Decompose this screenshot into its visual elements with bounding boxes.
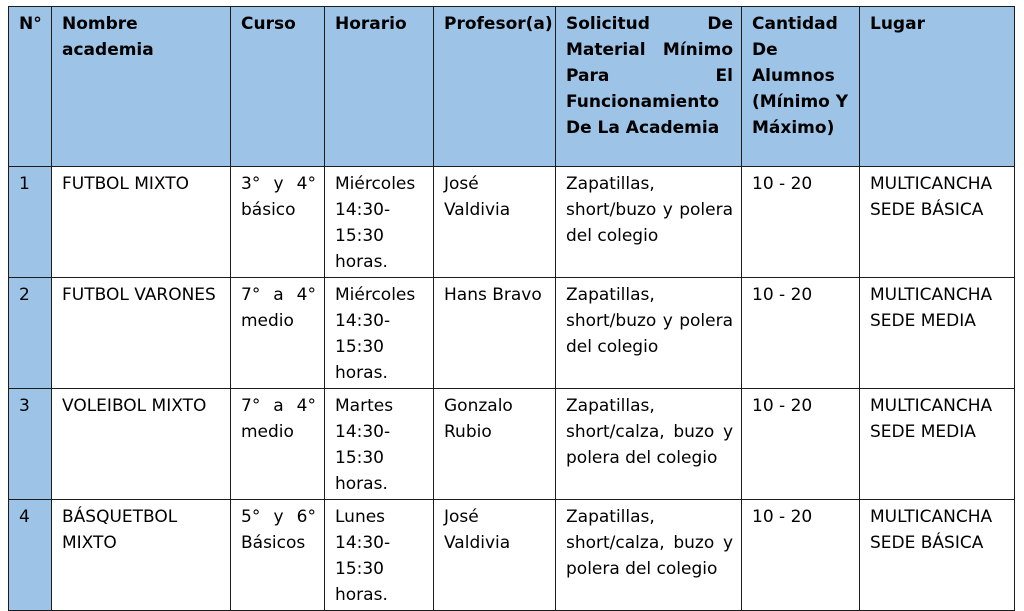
header-row	[9, 7, 1015, 167]
header-material: Solicitud De Material Mínimo Para El Funcionamiento De La Academia	[556, 7, 742, 167]
row-cantidad: 10 - 20	[742, 500, 860, 611]
row-material: Zapatillas, short/calza, buzo y polera del colegio	[556, 389, 742, 500]
table-row	[9, 500, 1015, 611]
row-curso: 7° a 4° medio	[231, 389, 325, 500]
row-cantidad: 10 - 20	[742, 167, 860, 278]
row-lugar: MULTICANCHA SEDE BÁSICA	[860, 167, 1015, 278]
row-nombre: BÁSQUETBOL MIXTO	[52, 500, 231, 611]
row-nombre: FUTBOL VARONES	[52, 278, 231, 389]
row-curso: 3° y 4° básico	[231, 167, 325, 278]
header-nombre: Nombre academia	[52, 7, 231, 167]
table-row	[9, 167, 1015, 278]
row-num: 3	[9, 389, 52, 500]
header-num: N°	[9, 7, 52, 167]
row-curso: 5° y 6° Básicos	[231, 500, 325, 611]
table-row	[9, 278, 1015, 389]
row-horario: Miércoles 14:30-15:30 horas.	[325, 278, 434, 389]
row-curso: 7° a 4° medio	[231, 278, 325, 389]
row-cantidad: 10 - 20	[742, 278, 860, 389]
header-lugar: Lugar	[860, 7, 1015, 167]
row-horario: Miércoles 14:30-15:30 horas.	[325, 167, 434, 278]
row-lugar: MULTICANCHA SEDE MEDIA	[860, 389, 1015, 500]
row-num: 2	[9, 278, 52, 389]
row-profesor: José Valdivia	[434, 500, 556, 611]
header-cantidad: Cantidad De Alumnos (Mínimo Y Máximo)	[742, 7, 860, 167]
row-horario: Lunes 14:30-15:30 horas.	[325, 500, 434, 611]
row-lugar: MULTICANCHA SEDE MEDIA	[860, 278, 1015, 389]
header-curso: Curso	[231, 7, 325, 167]
row-horario: Martes 14:30-15:30 horas.	[325, 389, 434, 500]
academias-table	[8, 6, 1015, 611]
header-horario: Horario	[325, 7, 434, 167]
row-material: Zapatillas, short/buzo y polera del colegio	[556, 167, 742, 278]
row-num: 1	[9, 167, 52, 278]
row-nombre: FUTBOL MIXTO	[52, 167, 231, 278]
row-num: 4	[9, 500, 52, 611]
row-lugar: MULTICANCHA SEDE BÁSICA	[860, 500, 1015, 611]
header-profesor: Profesor(a)	[434, 7, 556, 167]
row-nombre: VOLEIBOL MIXTO	[52, 389, 231, 500]
row-cantidad: 10 - 20	[742, 389, 860, 500]
row-material: Zapatillas, short/buzo y polera del colegio	[556, 278, 742, 389]
row-profesor: José Valdivia	[434, 167, 556, 278]
row-profesor: Gonzalo Rubio	[434, 389, 556, 500]
table-row	[9, 389, 1015, 500]
row-profesor: Hans Bravo	[434, 278, 556, 389]
row-material: Zapatillas, short/calza, buzo y polera del colegio	[556, 500, 742, 611]
